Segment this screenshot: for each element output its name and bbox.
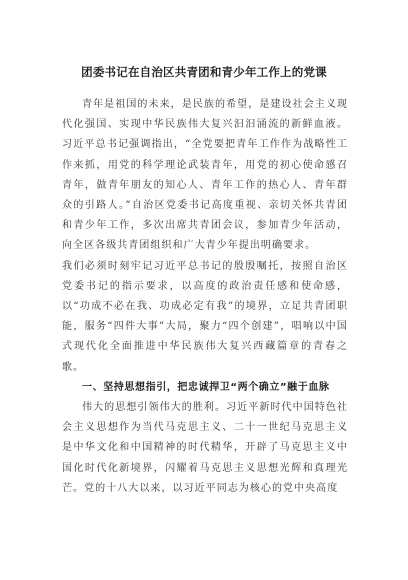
document-title: 团委书记在自治区共青团和青少年工作上的党课 [81,65,327,79]
section-heading: 一、坚持思想指引，把忠诚捍卫“两个确立”融于血脉 [82,381,330,393]
paragraph-1: 青年是祖国的未来，是民族的希望，是建设社会主义现代化强国、实现中华民族伟大复兴汩汩涌流的新鲜血液。习近平总书记强调指出，“全党要把青年工作作为战略性工作来抓，用党的科学理论武装青年，用党的初心使命感召青年，做青年朋友的知心人、青年工作的热心人、青年群众的引路人。”自治区党委书记高度重视、亲切关怀共青团和青少年工作，多次出席共青团会议，参加青少年活动，向全区各级共青团组织和广大青少年提出明确要求。 [62,99,348,252]
document-body [62,95,348,499]
paragraph-2: 我们必须时刻牢记习近平总书记的殷殷嘱托，按照自治区党委书记的指示要求，以高度的政治责任感和使命感，以“功成不必在我、功成必定有我”的境界，立足共青团职能，服务“四件大事”大局，聚力“四个创建”，唱响以中国式现代化全面推进中华民族伟大复兴西藏篇章的青春之歌。 [62,260,348,373]
section-paragraph: 伟大的思想引领伟大的胜利。习近平新时代中国特色社会主义思想作为当代马克思主义、二十一世纪马克思主义是中华文化和中国精神的时代精华，开辟了马克思主义中国化时代化新境界，闪耀着马克思主义思想光辉和真理光芒。党的十八大以来，以习近平同志为核心的党中央高度 [62,402,348,494]
